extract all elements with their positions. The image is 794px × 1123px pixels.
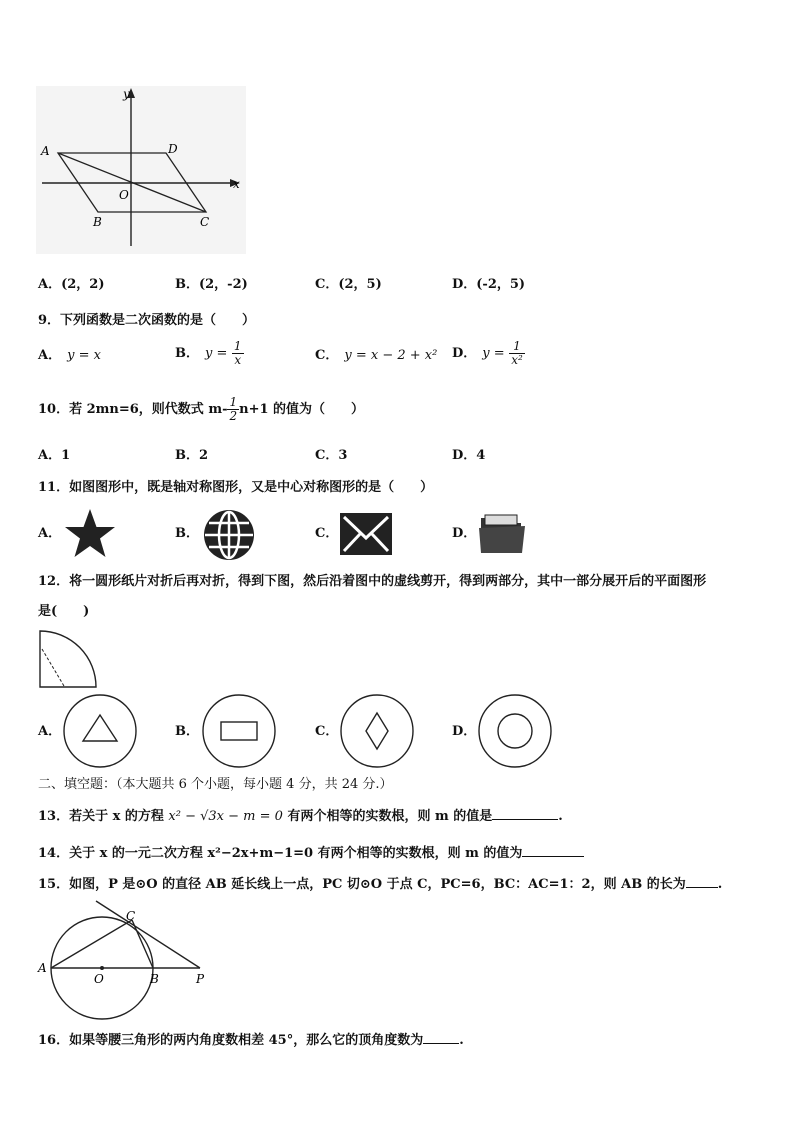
star-icon [62, 507, 118, 561]
q12-stem-line2: 是( ) [38, 604, 90, 619]
q16-end: . [459, 1033, 464, 1048]
label-o: O [94, 972, 104, 986]
label-d: D [168, 142, 178, 156]
q9-d-lhs: y = [482, 346, 505, 361]
q10-option-a[interactable]: A．1 [38, 448, 71, 463]
q12-option-b-figure [201, 693, 277, 769]
q15-circle-figure [36, 898, 216, 1020]
q10-stem [38, 396, 364, 423]
label-p: P [196, 972, 205, 986]
q9-b-fraction [232, 340, 244, 367]
q11-option-c[interactable]: C． [315, 526, 339, 541]
q16-text: 16．如果等腰三角形的两内角度数相差 45°，那么它的顶角度数为 [38, 1033, 424, 1048]
q10-frac-num: 1 [229, 395, 238, 409]
q9-option-a[interactable] [38, 347, 101, 365]
q9-option-c[interactable] [315, 347, 437, 365]
q10-fraction [227, 396, 239, 423]
q13-post: 有两个相等的实数根，则 m 的值是 [282, 809, 493, 824]
q8-option-c[interactable]: C．(2，5) [315, 277, 382, 292]
q9-b-den: x [234, 353, 242, 367]
folder-icon [477, 510, 527, 556]
label-a: A [38, 961, 47, 975]
label-y: y [123, 87, 130, 101]
q15-text: 15．如图，P 是⊙O 的直径 AB 延长线上一点，PC 切⊙O 于点 C，PC=6，BC：AC=1：2，则 AB 的长为 [38, 877, 686, 892]
q8-option-a[interactable]: A．(2，2) [38, 277, 105, 292]
q12-option-b[interactable]: B． [175, 724, 199, 739]
chord-bc [132, 920, 153, 968]
label-c: C [126, 909, 136, 923]
q11-option-b[interactable]: B． [175, 526, 199, 541]
q9-d-num: 1 [509, 340, 525, 354]
q13-pre: 13．若关于 x 的方程 [38, 809, 169, 824]
q8-figure [36, 86, 246, 254]
q10-option-c[interactable]: C．3 [315, 448, 348, 463]
label-b: B [150, 972, 159, 986]
label-a: A [41, 144, 50, 158]
q16-answer-blank[interactable] [423, 1030, 459, 1044]
q11-option-d[interactable]: D． [452, 526, 477, 541]
q15-answer-blank[interactable] [686, 874, 718, 888]
chord-ac [51, 920, 132, 968]
q10-option-d[interactable]: D．4 [452, 448, 486, 463]
q13-stem [38, 806, 563, 826]
q13-expr: x² − √3x − m = 0 [168, 809, 283, 824]
q9-b-lhs: y = [205, 346, 228, 361]
q10-frac-den: 2 [229, 409, 238, 423]
q12-option-c-figure [339, 693, 415, 769]
q12-option-d[interactable]: D． [452, 724, 477, 739]
q12-option-d-figure [477, 693, 553, 769]
q9-d-fraction [509, 340, 525, 367]
q10-stem-pre: 10．若 2mn=6，则代数式 m- [38, 402, 228, 417]
label-b: B [93, 215, 102, 229]
q16-stem [38, 1030, 464, 1050]
q14-stem [38, 843, 584, 863]
q10-option-b[interactable]: B．2 [175, 448, 209, 463]
q12-option-c[interactable]: C． [315, 724, 339, 739]
q9-c-label: C． [315, 348, 339, 363]
q8-option-d[interactable]: D．(-2，5) [452, 277, 526, 292]
q14-answer-blank[interactable] [522, 843, 584, 857]
q15-end: . [717, 877, 723, 892]
section2-heading: 二、填空题：（本大题共 6 个小题，每小题 4 分，共 24 分.） [38, 777, 393, 792]
label-c: C [200, 215, 210, 229]
q9-a-label: A． [38, 348, 62, 363]
q12-quarter-figure [38, 629, 98, 691]
q11-option-a[interactable]: A． [38, 526, 62, 541]
q9-d-label: D． [452, 346, 477, 361]
q9-b-num: 1 [233, 339, 242, 353]
q8-option-b[interactable]: B．(2，-2) [175, 277, 248, 292]
q13-answer-blank[interactable] [492, 806, 558, 820]
q9-d-den: x² [511, 353, 523, 367]
q15-stem [38, 874, 722, 894]
q9-stem: 9．下列函数是二次函数的是（ ） [38, 313, 256, 328]
q12-option-a-figure [62, 693, 138, 769]
q13-end: . [558, 809, 563, 824]
q12-option-a[interactable]: A． [38, 724, 62, 739]
q10-stem-post: n+1 的值为（ ） [239, 402, 365, 417]
q9-a-expr: y = x [67, 348, 101, 363]
q9-c-expr: y = x − 2 + x² [344, 348, 438, 363]
q14-text: 14．关于 x 的一元二次方程 x²−2x+m−1=0 有两个相等的实数根，则 m 的值为 [38, 846, 523, 861]
q12-stem-line1: 12．将一圆形纸片对折后再对折，得到下图，然后沿着图中的虚线剪开，得到两部分，其中一部分展开后的平面图形 [38, 574, 707, 589]
q9-option-d[interactable] [452, 340, 525, 367]
label-o: O [119, 188, 129, 202]
q9-b-label: B． [175, 346, 199, 361]
envelope-icon [339, 510, 393, 558]
q9-option-b[interactable] [175, 340, 244, 367]
q11-stem: 11．如图图形中，既是轴对称图形，又是中心对称图形的是（ ） [38, 480, 434, 495]
globe-icon [202, 508, 256, 562]
label-x: x [233, 177, 240, 191]
